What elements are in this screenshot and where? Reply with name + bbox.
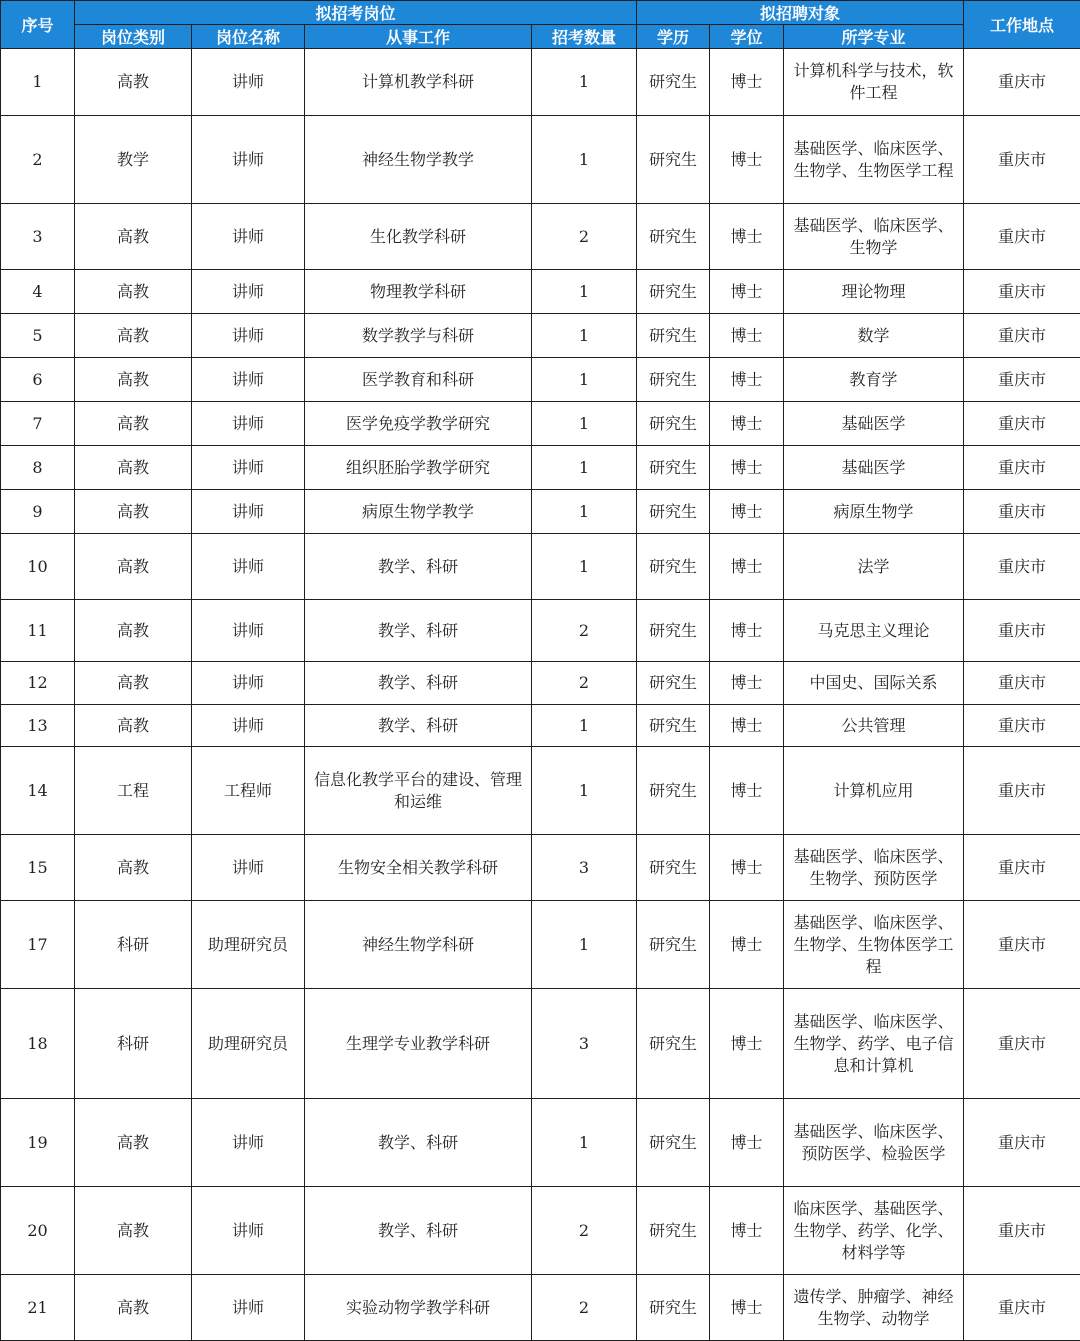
cell-index: 4 <box>1 270 75 314</box>
table-body <box>1 49 1080 1341</box>
table-row <box>1 989 1080 1099</box>
cell-index: 18 <box>1 989 75 1099</box>
cell-quantity: 1 <box>532 705 637 747</box>
header-group-position: 拟招考岗位 <box>75 1 637 25</box>
cell-position-name: 讲师 <box>192 1099 305 1187</box>
cell-location: 重庆市 <box>964 989 1080 1099</box>
cell-position-name: 讲师 <box>192 270 305 314</box>
cell-major: 公共管理 <box>784 705 964 747</box>
header-quantity: 招考数量 <box>532 25 637 49</box>
table-row <box>1 901 1080 989</box>
cell-work: 教学、科研 <box>305 1099 532 1187</box>
cell-position-name: 助理研究员 <box>192 989 305 1099</box>
cell-location: 重庆市 <box>964 358 1080 402</box>
header-category: 岗位类别 <box>75 25 192 49</box>
cell-location: 重庆市 <box>964 1187 1080 1275</box>
cell-degree: 博士 <box>710 989 784 1099</box>
cell-major: 基础医学、临床医学、生物学、药学、电子信息和计算机 <box>784 989 964 1099</box>
cell-category: 高教 <box>75 314 192 358</box>
cell-education: 研究生 <box>637 116 710 204</box>
cell-education: 研究生 <box>637 358 710 402</box>
table-row <box>1 490 1080 534</box>
cell-degree: 博士 <box>710 1187 784 1275</box>
cell-position-name: 讲师 <box>192 402 305 446</box>
table-row <box>1 446 1080 490</box>
cell-work: 教学、科研 <box>305 600 532 662</box>
cell-position-name: 讲师 <box>192 358 305 402</box>
cell-major: 基础医学、临床医学、生物学、生物体医学工程 <box>784 901 964 989</box>
cell-major: 基础医学、临床医学、生物学、生物医学工程 <box>784 116 964 204</box>
cell-category: 高教 <box>75 270 192 314</box>
cell-location: 重庆市 <box>964 204 1080 270</box>
table-row <box>1 116 1080 204</box>
cell-index: 15 <box>1 835 75 901</box>
table-row <box>1 358 1080 402</box>
cell-degree: 博士 <box>710 490 784 534</box>
cell-work: 教学、科研 <box>305 1187 532 1275</box>
cell-quantity: 1 <box>532 901 637 989</box>
cell-index: 20 <box>1 1187 75 1275</box>
table-row <box>1 705 1080 747</box>
table-row <box>1 662 1080 705</box>
cell-category: 高教 <box>75 662 192 705</box>
cell-location: 重庆市 <box>964 600 1080 662</box>
cell-index: 1 <box>1 49 75 116</box>
cell-education: 研究生 <box>637 446 710 490</box>
cell-education: 研究生 <box>637 901 710 989</box>
cell-degree: 博士 <box>710 270 784 314</box>
cell-major: 马克思主义理论 <box>784 600 964 662</box>
cell-index: 21 <box>1 1275 75 1341</box>
cell-category: 教学 <box>75 116 192 204</box>
cell-location: 重庆市 <box>964 490 1080 534</box>
cell-work: 物理教学科研 <box>305 270 532 314</box>
cell-category: 高教 <box>75 600 192 662</box>
cell-index: 14 <box>1 747 75 835</box>
header-group-target: 拟招聘对象 <box>637 1 964 25</box>
cell-degree: 博士 <box>710 1275 784 1341</box>
cell-degree: 博士 <box>710 314 784 358</box>
cell-degree: 博士 <box>710 358 784 402</box>
table-row <box>1 600 1080 662</box>
header-work: 从事工作 <box>305 25 532 49</box>
cell-major: 临床医学、基础医学、生物学、药学、化学、材料学等 <box>784 1187 964 1275</box>
table-row <box>1 534 1080 600</box>
cell-location: 重庆市 <box>964 1099 1080 1187</box>
cell-major: 遗传学、肿瘤学、神经生物学、动物学 <box>784 1275 964 1341</box>
cell-position-name: 讲师 <box>192 314 305 358</box>
cell-quantity: 1 <box>532 534 637 600</box>
cell-major: 基础医学、临床医学、预防医学、检验医学 <box>784 1099 964 1187</box>
cell-major: 基础医学 <box>784 446 964 490</box>
cell-major: 教育学 <box>784 358 964 402</box>
cell-degree: 博士 <box>710 534 784 600</box>
cell-work: 教学、科研 <box>305 662 532 705</box>
cell-quantity: 1 <box>532 1099 637 1187</box>
table-row <box>1 49 1080 116</box>
cell-location: 重庆市 <box>964 1275 1080 1341</box>
cell-education: 研究生 <box>637 1099 710 1187</box>
cell-category: 高教 <box>75 1099 192 1187</box>
cell-education: 研究生 <box>637 314 710 358</box>
cell-position-name: 讲师 <box>192 600 305 662</box>
cell-quantity: 2 <box>532 1187 637 1275</box>
cell-education: 研究生 <box>637 1275 710 1341</box>
cell-degree: 博士 <box>710 116 784 204</box>
cell-work: 数学教学与科研 <box>305 314 532 358</box>
cell-location: 重庆市 <box>964 835 1080 901</box>
cell-education: 研究生 <box>637 747 710 835</box>
cell-index: 2 <box>1 116 75 204</box>
cell-quantity: 1 <box>532 49 637 116</box>
cell-work: 教学、科研 <box>305 534 532 600</box>
cell-major: 病原生物学 <box>784 490 964 534</box>
cell-index: 8 <box>1 446 75 490</box>
cell-work: 神经生物学科研 <box>305 901 532 989</box>
cell-quantity: 3 <box>532 835 637 901</box>
cell-quantity: 1 <box>532 358 637 402</box>
cell-education: 研究生 <box>637 600 710 662</box>
cell-work: 计算机教学科研 <box>305 49 532 116</box>
cell-category: 高教 <box>75 835 192 901</box>
cell-category: 工程 <box>75 747 192 835</box>
cell-index: 13 <box>1 705 75 747</box>
cell-category: 高教 <box>75 402 192 446</box>
cell-major: 基础医学、临床医学、生物学 <box>784 204 964 270</box>
cell-quantity: 2 <box>532 204 637 270</box>
cell-index: 5 <box>1 314 75 358</box>
cell-location: 重庆市 <box>964 446 1080 490</box>
cell-major: 基础医学 <box>784 402 964 446</box>
cell-position-name: 讲师 <box>192 835 305 901</box>
table-row <box>1 402 1080 446</box>
cell-major: 理论物理 <box>784 270 964 314</box>
cell-work: 生化教学科研 <box>305 204 532 270</box>
cell-position-name: 讲师 <box>192 49 305 116</box>
cell-work: 组织胚胎学教学研究 <box>305 446 532 490</box>
cell-education: 研究生 <box>637 835 710 901</box>
cell-quantity: 1 <box>532 314 637 358</box>
table-row <box>1 1187 1080 1275</box>
cell-work: 神经生物学教学 <box>305 116 532 204</box>
cell-education: 研究生 <box>637 270 710 314</box>
cell-category: 高教 <box>75 446 192 490</box>
cell-location: 重庆市 <box>964 705 1080 747</box>
header-position-name: 岗位名称 <box>192 25 305 49</box>
cell-quantity: 1 <box>532 270 637 314</box>
cell-index: 6 <box>1 358 75 402</box>
cell-degree: 博士 <box>710 402 784 446</box>
cell-degree: 博士 <box>710 835 784 901</box>
cell-degree: 博士 <box>710 901 784 989</box>
cell-work: 教学、科研 <box>305 705 532 747</box>
cell-category: 高教 <box>75 204 192 270</box>
cell-work: 病原生物学教学 <box>305 490 532 534</box>
cell-index: 11 <box>1 600 75 662</box>
cell-category: 高教 <box>75 490 192 534</box>
cell-degree: 博士 <box>710 1099 784 1187</box>
table-header <box>1 1 1080 49</box>
cell-education: 研究生 <box>637 989 710 1099</box>
header-major: 所学专业 <box>784 25 964 49</box>
cell-index: 7 <box>1 402 75 446</box>
cell-location: 重庆市 <box>964 314 1080 358</box>
cell-work: 实验动物学教学科研 <box>305 1275 532 1341</box>
cell-major: 法学 <box>784 534 964 600</box>
cell-quantity: 2 <box>532 662 637 705</box>
cell-work: 生物安全相关教学科研 <box>305 835 532 901</box>
cell-education: 研究生 <box>637 490 710 534</box>
cell-major: 计算机科学与技术，软件工程 <box>784 49 964 116</box>
header-education: 学历 <box>637 25 710 49</box>
cell-education: 研究生 <box>637 705 710 747</box>
cell-position-name: 工程师 <box>192 747 305 835</box>
table-row <box>1 270 1080 314</box>
cell-education: 研究生 <box>637 662 710 705</box>
cell-category: 科研 <box>75 989 192 1099</box>
cell-quantity: 1 <box>532 402 637 446</box>
cell-category: 高教 <box>75 1275 192 1341</box>
cell-major: 基础医学、临床医学、生物学、预防医学 <box>784 835 964 901</box>
cell-quantity: 2 <box>532 600 637 662</box>
cell-position-name: 讲师 <box>192 1187 305 1275</box>
table-row <box>1 314 1080 358</box>
cell-position-name: 助理研究员 <box>192 901 305 989</box>
cell-category: 高教 <box>75 705 192 747</box>
cell-position-name: 讲师 <box>192 662 305 705</box>
cell-index: 17 <box>1 901 75 989</box>
cell-education: 研究生 <box>637 49 710 116</box>
cell-position-name: 讲师 <box>192 705 305 747</box>
cell-category: 高教 <box>75 534 192 600</box>
cell-quantity: 1 <box>532 490 637 534</box>
cell-location: 重庆市 <box>964 901 1080 989</box>
cell-position-name: 讲师 <box>192 534 305 600</box>
cell-quantity: 1 <box>532 116 637 204</box>
header-location: 工作地点 <box>964 1 1080 49</box>
table-row <box>1 1275 1080 1341</box>
cell-degree: 博士 <box>710 446 784 490</box>
cell-location: 重庆市 <box>964 534 1080 600</box>
cell-location: 重庆市 <box>964 116 1080 204</box>
cell-index: 10 <box>1 534 75 600</box>
cell-degree: 博士 <box>710 204 784 270</box>
cell-work: 医学免疫学教学研究 <box>305 402 532 446</box>
cell-quantity: 2 <box>532 1275 637 1341</box>
table-row <box>1 835 1080 901</box>
cell-index: 9 <box>1 490 75 534</box>
cell-position-name: 讲师 <box>192 446 305 490</box>
cell-work: 信息化教学平台的建设、管理和运维 <box>305 747 532 835</box>
cell-category: 科研 <box>75 901 192 989</box>
cell-position-name: 讲师 <box>192 1275 305 1341</box>
table-row <box>1 747 1080 835</box>
cell-quantity: 1 <box>532 446 637 490</box>
cell-category: 高教 <box>75 1187 192 1275</box>
cell-quantity: 3 <box>532 989 637 1099</box>
cell-major: 中国史、国际关系 <box>784 662 964 705</box>
header-index: 序号 <box>1 1 75 49</box>
cell-education: 研究生 <box>637 1187 710 1275</box>
cell-location: 重庆市 <box>964 270 1080 314</box>
cell-work: 医学教育和科研 <box>305 358 532 402</box>
cell-degree: 博士 <box>710 49 784 116</box>
cell-degree: 博士 <box>710 600 784 662</box>
cell-quantity: 1 <box>532 747 637 835</box>
cell-education: 研究生 <box>637 402 710 446</box>
cell-education: 研究生 <box>637 204 710 270</box>
cell-position-name: 讲师 <box>192 116 305 204</box>
cell-degree: 博士 <box>710 662 784 705</box>
cell-category: 高教 <box>75 358 192 402</box>
cell-index: 19 <box>1 1099 75 1187</box>
cell-major: 数学 <box>784 314 964 358</box>
cell-position-name: 讲师 <box>192 490 305 534</box>
cell-location: 重庆市 <box>964 747 1080 835</box>
table-row <box>1 204 1080 270</box>
table-row <box>1 1099 1080 1187</box>
cell-location: 重庆市 <box>964 402 1080 446</box>
header-degree: 学位 <box>710 25 784 49</box>
cell-position-name: 讲师 <box>192 204 305 270</box>
cell-work: 生理学专业教学科研 <box>305 989 532 1099</box>
cell-location: 重庆市 <box>964 662 1080 705</box>
cell-degree: 博士 <box>710 705 784 747</box>
cell-index: 3 <box>1 204 75 270</box>
cell-degree: 博士 <box>710 747 784 835</box>
cell-category: 高教 <box>75 49 192 116</box>
cell-location: 重庆市 <box>964 49 1080 116</box>
cell-major: 计算机应用 <box>784 747 964 835</box>
cell-index: 12 <box>1 662 75 705</box>
cell-education: 研究生 <box>637 534 710 600</box>
